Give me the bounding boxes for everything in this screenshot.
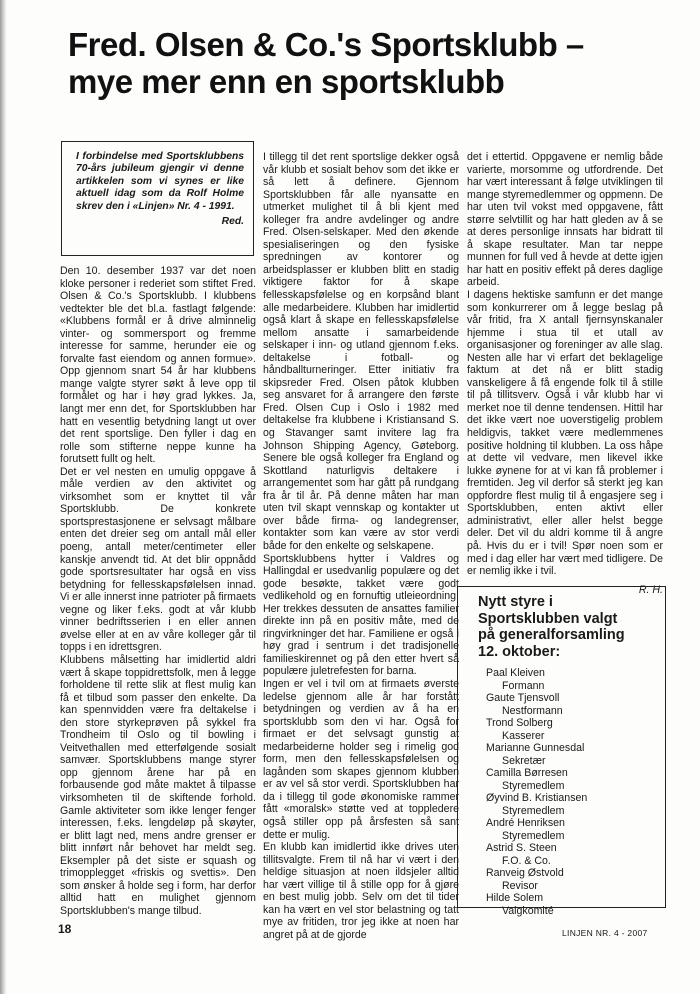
board-member-name: Hilde Solem: [486, 892, 544, 904]
author-signature: R. H.: [638, 583, 663, 596]
board-member-role: Sekretær: [502, 754, 546, 767]
board-member: [486, 792, 655, 817]
board-member-role: Valgkomité: [502, 904, 554, 917]
board-member-role: Nestformann: [502, 704, 563, 717]
article-column-3: [467, 151, 663, 596]
board-member-name: Astrid S. Steen: [486, 842, 557, 854]
board-member: [486, 667, 655, 692]
board-member-name: Marianne Gunnesdal: [486, 742, 585, 754]
article-title: [68, 26, 668, 100]
board-member: [486, 717, 655, 742]
article-title-line-1: Fred. Olsen & Co.'s Sportsklubb –: [68, 26, 584, 63]
board-member-name: Øyvind B. Kristiansen: [486, 792, 588, 804]
editor-intro-box: [61, 141, 254, 256]
new-board-box: [457, 583, 666, 917]
board-member-name: André Henriksen: [486, 817, 565, 829]
article-paragraph: Klubbens målsetting har imidlertid aldri vært å skape toppidrettsfolk, men å legge forholdene til rette slik at flest mulig kan få et tilbud som passer den enkelte. Da kan spennvidden være fra deltakelse i den store styrkeprøven på sykkel fra Trondheim til Oslo og til bowling i Veitvethallen med etterfølgende sosialt samvær. Sportsklubbens mange styrer opp gjennom årene har på en forbausende god måte maktet å tilpasse virksomheten til de skiftende forhold. Gamle aktiviteter som ikke lenger fenger interessen, f.eks. lengdeløp på skøyter, er blitt lagt ned, mens andre grenser er blitt innført når behovet har meldt seg. Eksempler på det siste er squash og trimopplegget «friskis og svettis». Den som ønsker å holde seg i form, har derfor alltid hatt en mulighet gjennom Sportsklubben's mange tilbud.: [60, 653, 256, 917]
board-member: [486, 842, 655, 867]
article-paragraph: det i ettertid. Oppgavene er nemlig både varierte, morsomme og utfordrende. Det har vært interessant å følge utviklingen til mange styremedlemmer og oppmenn. De har uten tvil vokst med oppgavene, fått større selvtillit og har hatt gleden av å se at deres personlige innsats har bidratt til å skape resultater. Man tar neppe munnen for full ved å hevde at dette igjen har hatt en positiv effekt på deres daglige arbeid.: [467, 151, 663, 289]
article-paragraph: Sportsklubbens hytter i Valdres og Hallingdal er usedvanlig populære og det gode besøkte, takket være godt vedlikehold og en fornuftig utleieordning. Her trekkes dessuten de ansattes familier direkte inn på en positiv måte, med de ringvirkninger det har. Familiene er også i høy grad i sentrum i det tradisjonelle familieskirennet og på den etter hvert så populære juletrefesten for barna.: [263, 552, 459, 678]
board-member-name: Camilla Børresen: [486, 767, 568, 779]
board-member: [486, 892, 655, 917]
article-paragraph: Det er vel nesten en umulig oppgave å måle verdien av den aktivitet og virksomhet som er knyttet til vår Sportsklubb. De konkrete sportsprestasjonene er selvsagt målbare enten det dreier seg om antall mål eller poeng, antall meter/centimeter eller kanskje anvendt tid. At det blir oppnådd gode sportsresultater har også en viss betydning for fellesskapsfølelsen innad. Vi er alle innerst inne patrioter på firmaets vegne og liker f.eks. godt at vår klubb vinner bedriftsserien i en eller annen øvelse eller at en av våre kolleger går til topps i en idrettsgren.: [60, 465, 256, 654]
article-paragraph: Ingen er vel i tvil om at firmaets øverste ledelse gjennom alle år har forstått betydningen og verdien av å ha en sportsklubb som den vi har. Også for firmaet er det selvsagt gunstig at medarbeiderne holder seg i rimelig god form, men den fellesskapsfølelsen og lagånden som skapes gjennom klubben er av vel så stor verdi. Sportsklubben har da i tillegg til gode økonomiske rammer fått «moralsk» støtte ved at toppledere også stiller opp på årsfesten så sant dette er mulig.: [263, 677, 459, 841]
board-member-role: Styremedlem: [502, 779, 565, 792]
board-member: [486, 867, 655, 892]
board-heading: [478, 594, 655, 660]
board-member-name: Gaute Tjensvoll: [486, 692, 560, 704]
article-title-line-2: mye mer enn en sportsklubb: [68, 63, 505, 100]
board-member-name: Ranveig Østvold: [486, 867, 564, 879]
article-column-2: [263, 151, 459, 941]
board-member-role: Revisor: [502, 879, 538, 892]
board-member-role: Formann: [502, 679, 545, 692]
editor-intro-signature: Red.: [221, 216, 244, 228]
board-member-role: Kasserer: [502, 729, 545, 742]
board-heading-line: 12. oktober:: [478, 643, 561, 660]
article-paragraph: I dagens hektiske samfunn er det mange som konkurrerer om å legge beslag på vår fritid, fra X antall fjernsynskanaler hjemme i stua til et utall av organisasjoner og foreninger av alle slag. Nesten alle har vi erfart det beklagelige faktum at det nå er blitt stadig vanskeligere å få engende folk til å stille til på tillitsverv. Også i vår klubb har vi merket noe til denne tendensen. Hittil har det ikke vært noe uoverstigelig problem heldigvis, takket være medlemmenes positive holdning til klubben. La oss håpe at dette vil vedvare, men likevel ikke lukke øynene for at vi kan få problemer i fremtiden. Jeg vil derfor så sterkt jeg kan oppfordre flest mulig til å engasjere seg i Sportsklubben, enten aktivt eller administrativt, eller aller helst begge deler. Det vil du aldri komme til å angre på. Hvis du er i tvil! Spør noen som er med i dag eller har vært med tidligere. De er nemlig ikke i tvil.: [467, 289, 663, 578]
board-member: [486, 817, 655, 842]
board-member: [486, 767, 655, 792]
board-member-name: Paal Kleiven: [486, 667, 545, 679]
board-heading-line: Sportsklubben valgt: [478, 610, 618, 627]
editor-intro-text: I forbindelse med Sportsklubbens 70-års jubileum gjengir vi denne artikkelen som vi synes er like aktuell idag som da Rolf Holme skrev den i «Linjen» Nr. 4 - 1991.: [76, 151, 244, 212]
board-member-list: [478, 667, 655, 917]
board-member-role: Styremedlem: [502, 829, 565, 842]
board-member: [486, 692, 655, 717]
board-member-role: Styremedlem: [502, 804, 565, 817]
board-member-name: Trond Solberg: [486, 717, 553, 729]
article-paragraph: I tillegg til det rent sportslige dekker også vår klubb et sosialt behov som det ikke er så lett å definere. Gjennom Sportsklubben får alle nyansatte en utmerket mulighet til å bli kjent med kolleger fra andre avdelinger og andre Fred. Olsen-selskaper. Med den økende spesialiseringen og den fysiske spredningen av kontorer og arbeidsplasser er klubben blitt en stadig viktigere faktor for å skape fellesskapsfølelse og en korpsånd blant alle medarbeidere. Klubben har imidlertid også klart å skape en fellesskapsfølelse mellom ansatte i samarbeidende selskaper i inn- og utland gjennom f.eks. deltakelse i fotball- og håndballturneringer. Etter initiativ fra skipsreder Fred. Olsen påtok klubben seg ansvaret for å arrangere den første Fred. Olsen Cup i Oslo i 1982 med deltakelse fra klubbene i Kristiansand S. og Stavanger samt invitere lag fra Johnson Shipping Agency, Gøteborg. Senere ble også kolleger fra England og Skottland naturligvis deltakere i arrangementet som har gått på rundgang fra år til år. På denne måten har man uten tvil skapt vennskap og kontakter ut over både firma- og landegrenser, kontakter som kan være av stor verdi både for den enkelte og selskapene.: [263, 151, 459, 552]
article-column-1: [60, 265, 256, 917]
board-heading-line: Nytt styre i: [478, 594, 553, 610]
board-member-role: F.O. & Co.: [502, 854, 551, 867]
issue-footer: LINJEN NR. 4 - 2007: [562, 928, 648, 938]
article-paragraph: En klubb kan imidlertid ikke drives uten tillitsvalgte. Frem til nå har vi vært i den heldige situasjon at noen ildsjeler alltid har vært villige til å stille opp for å gjøre en best mulig jobb. Selv om det til tider kan ha vært en vel stor belastning og tatt mye av fritiden, tror jeg ikke at noen har angret på at de gjorde: [263, 841, 459, 941]
scan-edge-shadow: [0, 0, 7, 994]
page-number: 18: [58, 922, 72, 936]
board-heading-line: på generalforsamling: [478, 627, 625, 643]
board-member: [486, 742, 655, 767]
article-paragraph: Den 10. desember 1937 var det noen kloke personer i rederiet som stiftet Fred. Olsen & Co.'s Sportsklubb. I klubbens vedtekter ble det bl.a. fastlagt følgende: «Klubbens formål er å drive alminnelig vinter- og sommersport og fremme interesse for samme, herunder eie og forvalte fast eiendom og annen formue». Opp gjennom snart 54 år har klubbens mange valgte styrer søkt å leve opp til formålet og har i høy grad lykkes. Ja, langt mer enn det, for Sportsklubben har hatt en vesentlig betydning langt ut over det rent sportslige. Den fyller i dag en rolle som stifterne neppe kunne ha forutsett fullt og helt.: [60, 265, 256, 466]
